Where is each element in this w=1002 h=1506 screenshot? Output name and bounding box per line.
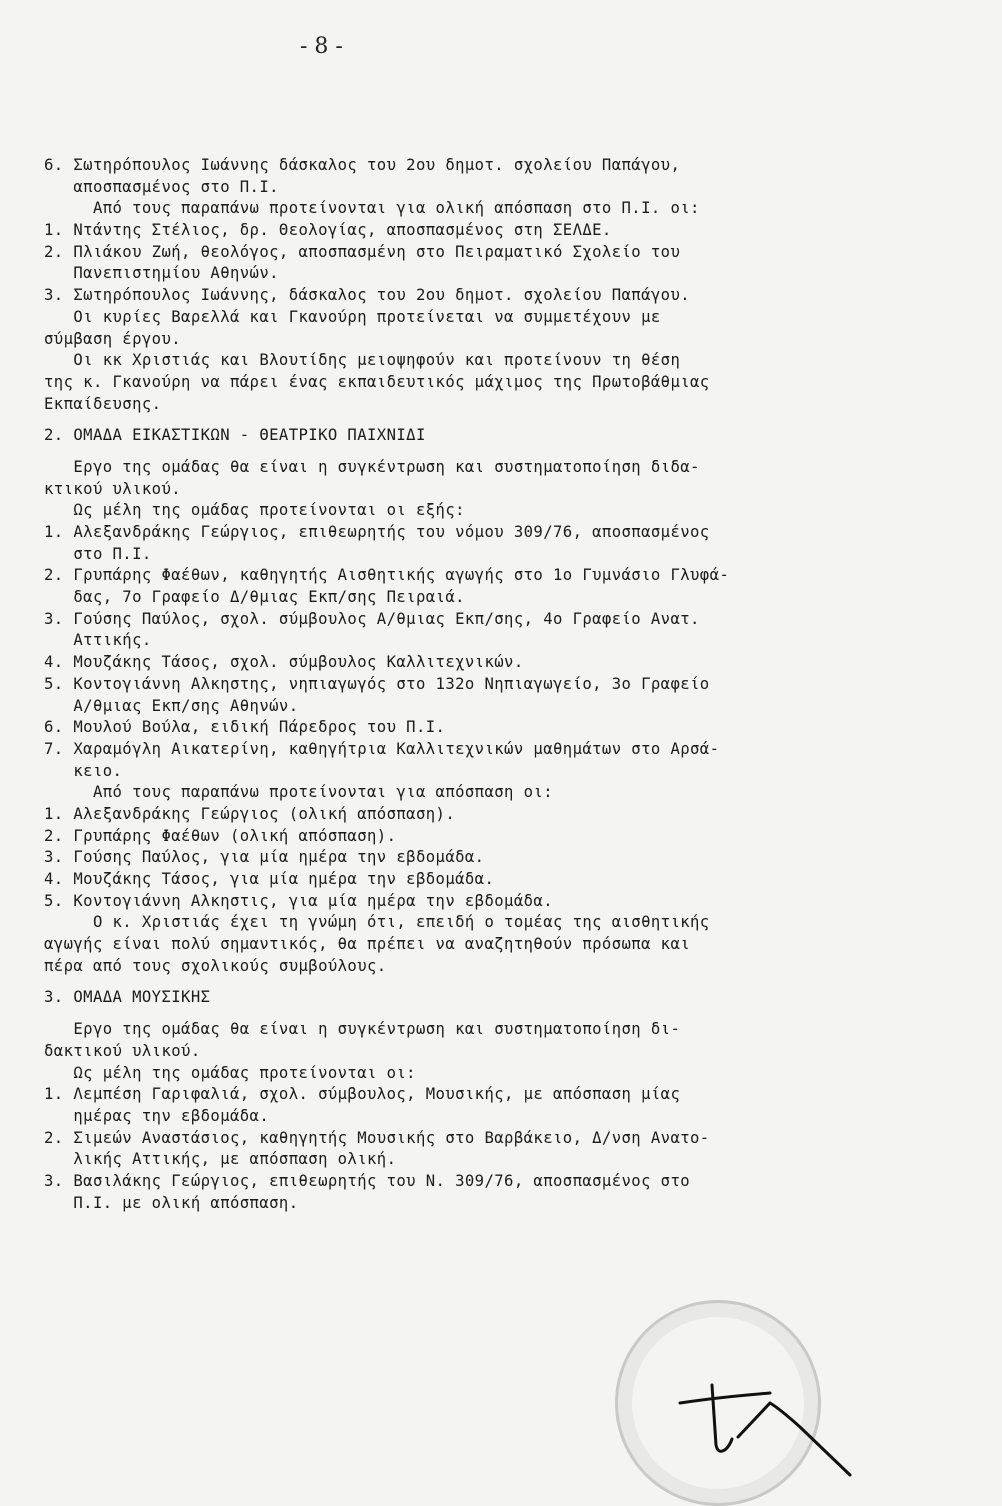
signature-icon [660,1375,860,1485]
text-line: Π.Ι. με ολική απόσπαση. [44,1193,299,1212]
text-line: 2. Γρυπάρης Φαέθων (ολική απόσπαση). [44,826,397,845]
text-line: αποσπασμένος στο Π.Ι. [44,177,279,196]
section-heading-visual-arts: 2. ΟΜΑΔΑ ΕΙΚΑΣΤΙΚΩΝ - ΘΕΑΤΡΙΚΟ ΠΑΙΧΝΙΔΙ [44,426,426,445]
text-line: Οι κυρίες Βαρελλά και Γκανούρη προτείνεται να συμμετέχουν με [44,307,661,326]
text-line: 6. Σωτηρόπουλος Ιωάννης δάσκαλος του 2ου δημοτ. σχολείου Παπάγου, [44,156,681,174]
text-line: 1. Αλεξανδράκης Γεώργιος, επιθεωρητής του νόμου 309/76, αποσπασμένος [44,523,710,541]
text-line: κειο. [44,761,123,780]
document-body [44,155,979,1214]
text-line: 7. Χαραμόγλη Αικατερίνη, καθηγήτρια Καλλιτεχνικών μαθημάτων στο Αρσά- [44,739,720,758]
spacer [44,1009,979,1019]
spacer [44,415,979,425]
text-line: 2. Πλιάκου Ζωή, θεολόγος, αποσπασμένη στο Πειραματικό Σχολείο του [44,242,681,261]
text-line: 3. Γούσης Παύλος, για μία ημέρα την εβδομάδα. [44,848,485,867]
text-line: Αττικής. [44,631,152,650]
text-line: Οι κκ Χριστιάς και Βλουτίδης μειοψηφούν και προτείνουν τη θέση [44,351,681,370]
text-line: αγωγής είναι πολύ σημαντικός, θα πρέπει να αναζητηθούν πρόσωπα και [44,935,691,954]
text-line: της κ. Γκανούρη να πάρει ένας εκπαιδευτικός μάχιμος της Πρωτοβάθμιας [44,372,710,391]
spacer [44,977,979,987]
text-line: δακτικού υλικού. [44,1041,201,1060]
text-line: πέρα από τους σχολικούς συμβούλους. [44,956,387,975]
text-line: κτικού υλικού. [44,479,182,498]
text-line: 3. Βασιλάκης Γεώργιος, επιθεωρητής του Ν. 309/76, αποσπασμένος στο [44,1171,691,1190]
text-line: 6. Μουλού Βούλα, ειδική Πάρεδρος του Π.Ι. [44,718,446,737]
text-line: Από τους παραπάνω προτείνονται για ολική απόσπαση στο Π.Ι. οι: [44,199,700,218]
text-line: Ως μέλη της ομάδας προτείνονται οι: [44,1063,416,1082]
text-line: 5. Κοντογιάννη Αλκηστις, για μία ημέρα την εβδομάδα. [44,891,553,910]
text-line: σύμβαση έργου. [44,329,182,348]
section-heading-music: 3. ΟΜΑΔΑ ΜΟΥΣΙΚΗΣ [44,988,211,1007]
text-line: ημέρας την εβδομάδα. [44,1106,270,1125]
page-number: - 8 - [300,34,343,59]
spacer [44,447,979,457]
text-line: Α/θμιας Εκπ/σης Αθηνών. [44,696,299,715]
text-line: 2. Γρυπάρης Φαέθων, καθηγητής Αισθητικής αγωγής στο 1ο Γυμνάσιο Γλυφά- [44,566,730,585]
text-line: 5. Κοντογιάννη Αλκηστης, νηπιαγωγός στο 132ο Νηπιαγωγείο, 3ο Γραφείο [44,674,710,693]
text-line: 2. Σιμεών Αναστάσιος, καθηγητής Μουσικής στο Βαρβάκειο, Δ/νση Ανατο- [44,1128,710,1147]
text-line: 1. Αλεξανδράκης Γεώργιος (ολική απόσπαση). [44,804,456,823]
text-line: 1. Λεμπέση Γαριφαλιά, σχολ. σύμβουλος, Μουσικής, με απόσπαση μίας [44,1085,681,1104]
text-line: Εργο της ομάδας θα είναι η συγκέντρωση και συστηματοποίηση διδα- [44,457,700,476]
text-line: Εκπαίδευσης. [44,394,162,413]
text-line: Εργο της ομάδας θα είναι η συγκέντρωση και συστηματοποίηση δι- [44,1020,681,1039]
text-line: 4. Μουζάκης Τάσος, για μία ημέρα την εβδομάδα. [44,870,495,888]
text-line: Ως μέλη της ομάδας προτείνονται οι εξής: [44,501,465,520]
text-line: στο Π.Ι. [44,544,152,563]
text-line: λικής Αττικής, με απόσπαση ολική. [44,1150,397,1169]
text-line: 4. Μουζάκης Τάσος, σχολ. σύμβουλος Καλλιτεχνικών. [44,653,524,672]
text-line: δας, 7ο Γραφείο Δ/θμιας Εκπ/σης Πειραιά. [44,588,465,607]
text-line: Πανεπιστημίου Αθηνών. [44,264,279,283]
text-line: 3. Γούσης Παύλος, σχολ. σύμβουλος Α/θμιας Εκπ/σης, 4ο Γραφείο Ανατ. [44,609,700,628]
text-line: Από τους παραπάνω προτείνονται για απόσπαση οι: [44,783,553,802]
text-line: 3. Σωτηρόπουλος Ιωάννης, δάσκαλος του 2ου δημοτ. σχολείου Παπάγου. [44,286,691,305]
text-line: Ο κ. Χριστιάς έχει τη γνώμη ότι, επειδή ο τομέας της αισθητικής [44,913,710,932]
text-line: 1. Ντάντης Στέλιος, δρ. Θεολογίας, αποσπασμένος στη ΣΕΛΔΕ. [44,221,612,240]
